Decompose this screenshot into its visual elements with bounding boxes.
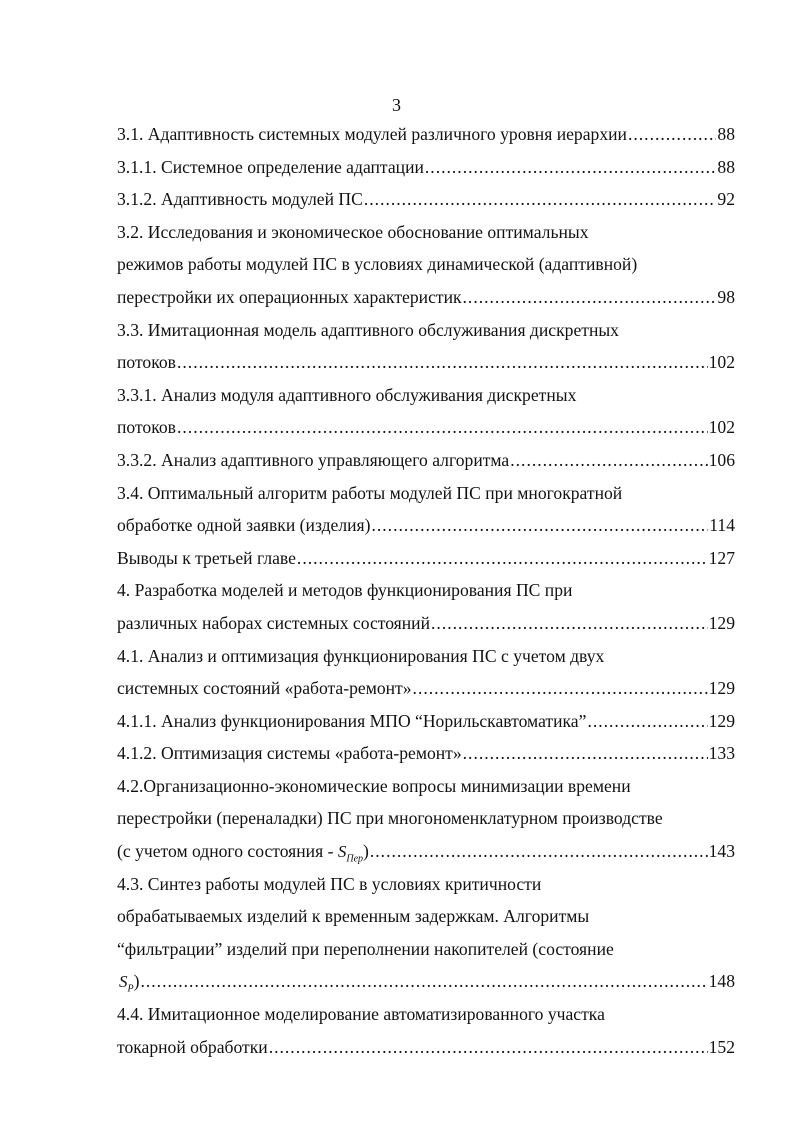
- toc-entry: [117, 770, 735, 868]
- toc-entry: [117, 998, 735, 1063]
- toc-entry: [117, 640, 735, 705]
- dot-leader: [587, 705, 707, 738]
- symbol-subscript: Пер: [346, 853, 364, 865]
- state-symbol: [119, 972, 134, 995]
- toc-entry-title: 3.3.2. Анализ адаптивного управляющего алгоритма: [117, 449, 510, 470]
- toc-entry: [117, 151, 735, 184]
- dot-leader: [364, 183, 717, 216]
- toc-entry-page: 106: [708, 449, 735, 470]
- state-symbol: [337, 842, 364, 865]
- toc-entry-page: 129: [708, 678, 735, 699]
- toc-entry-title-cont: потоков: [117, 417, 176, 438]
- toc-entry-page: 114: [709, 515, 735, 536]
- toc-entry: [117, 118, 735, 151]
- toc-text: (с учетом одного состояния -: [117, 841, 338, 862]
- toc-entry-title: 4.4. Имитационное моделирование автоматизированного участка: [117, 1004, 605, 1025]
- dot-leader: [371, 509, 708, 542]
- toc-entry-page: 148: [708, 971, 735, 992]
- toc-entry-title: 4.2.Организационно-экономические вопросы минимизации времени: [117, 775, 631, 796]
- toc-entry-title-cont: токарной обработки: [117, 1036, 268, 1057]
- symbol-letter: S: [337, 842, 347, 862]
- symbol-letter: S: [119, 972, 128, 992]
- dot-leader: [177, 346, 708, 379]
- toc-entry: [117, 477, 735, 542]
- toc-entry-page: 143: [708, 841, 735, 862]
- toc-entry-title: 4. Разработка моделей и методов функционирования ПС при: [117, 580, 573, 601]
- toc-entry: [117, 705, 735, 738]
- dot-leader: [628, 118, 716, 151]
- toc-entry: [117, 314, 735, 379]
- page-number: 3: [392, 95, 401, 115]
- toc-entry-title: 3.3.1. Анализ модуля адаптивного обслуживания дискретных: [117, 384, 577, 405]
- toc-entry-title: 3.4. Оптимальный алгоритм работы модулей ПС при многократной: [117, 482, 623, 503]
- toc-entry-title: 3.1.2. Адаптивность модулей ПС: [117, 189, 363, 210]
- toc-entry-title: Выводы к третьей главе: [117, 547, 296, 568]
- toc-entry-title: 3.2. Исследования и экономическое обоснование оптимальных: [117, 221, 589, 242]
- toc-entry-title-cont: обрабатываемых изделий к временным задержкам. Алгоритмы: [117, 906, 590, 927]
- toc-entry-title-cont: перестройки (переналадки) ПС при многономенклатурном производстве: [117, 808, 663, 829]
- dot-leader: [177, 411, 708, 444]
- dot-leader: [463, 737, 708, 770]
- toc-entry-page: 102: [708, 352, 735, 373]
- toc-entry-title-cont: режимов работы модулей ПС в условиях динамической (адаптивной): [117, 254, 638, 275]
- toc-entry: [117, 542, 735, 575]
- toc-entry-title-cont: перестройки их операционных характеристик: [117, 286, 462, 307]
- toc-entry-page: 88: [717, 156, 735, 177]
- toc-text: ): [363, 841, 369, 862]
- toc-entry-title: 3.1.1. Системное определение адаптации: [117, 156, 424, 177]
- toc-entry-title: 4.1. Анализ и оптимизация функционирования ПС с учетом двух: [117, 645, 605, 666]
- toc-entry: [117, 444, 735, 477]
- toc-entry: [117, 183, 735, 216]
- toc-entry-page: 88: [717, 124, 735, 144]
- toc-entry-title-cont: системных состояний «работа-ремонт»: [117, 678, 412, 699]
- toc-entry: [117, 737, 735, 770]
- toc-entry-title: 4.1.2. Оптимизация системы «работа-ремонт»: [117, 743, 462, 764]
- dot-leader: [140, 965, 707, 998]
- dot-leader: [413, 672, 708, 705]
- dot-leader: [463, 281, 717, 314]
- toc-entry-page: 92: [717, 189, 735, 210]
- toc-entry-page: 98: [717, 286, 735, 307]
- toc-entry-page: 102: [708, 417, 735, 438]
- dot-leader: [510, 444, 707, 477]
- toc-entry: [117, 868, 735, 998]
- toc-text: ): [133, 971, 140, 992]
- toc-entry-title-cont: различных наборах системных состояний: [117, 612, 431, 633]
- dot-leader: [425, 151, 717, 184]
- toc-entry-title-cont: потоков: [117, 352, 176, 373]
- toc-entry-page: 133: [708, 743, 735, 764]
- toc-entry: [117, 216, 735, 314]
- toc-entry-page: 152: [708, 1036, 735, 1057]
- toc-entry-title: 4.1.1. Анализ функционирования МПО “Норильскавтоматика”: [117, 710, 587, 731]
- table-of-contents: [117, 118, 735, 1063]
- dot-leader: [431, 607, 708, 640]
- toc-entry-title: 3.3. Имитационная модель адаптивного обслуживания дискретных: [117, 319, 619, 340]
- dot-leader: [297, 542, 708, 575]
- toc-entry: [117, 574, 735, 639]
- toc-entry: [117, 379, 735, 444]
- toc-entry-title: 4.3. Синтез работы модулей ПС в условиях критичности: [117, 873, 542, 894]
- dot-leader: [370, 835, 708, 868]
- dot-leader: [269, 1031, 708, 1064]
- toc-entry-page: 127: [708, 547, 735, 568]
- symbol-subscript: P: [127, 983, 134, 995]
- toc-entry-page: 129: [708, 710, 735, 731]
- toc-entry-title-cont: “фильтрации” изделий при переполнении накопителей (состояние: [117, 938, 614, 959]
- toc-entry-page: 129: [708, 612, 735, 633]
- toc-entry-title-cont: обработке одной заявки (изделия): [117, 515, 371, 536]
- toc-entry-title: 3.1. Адаптивность системных модулей различного уровня иерархии: [117, 124, 627, 144]
